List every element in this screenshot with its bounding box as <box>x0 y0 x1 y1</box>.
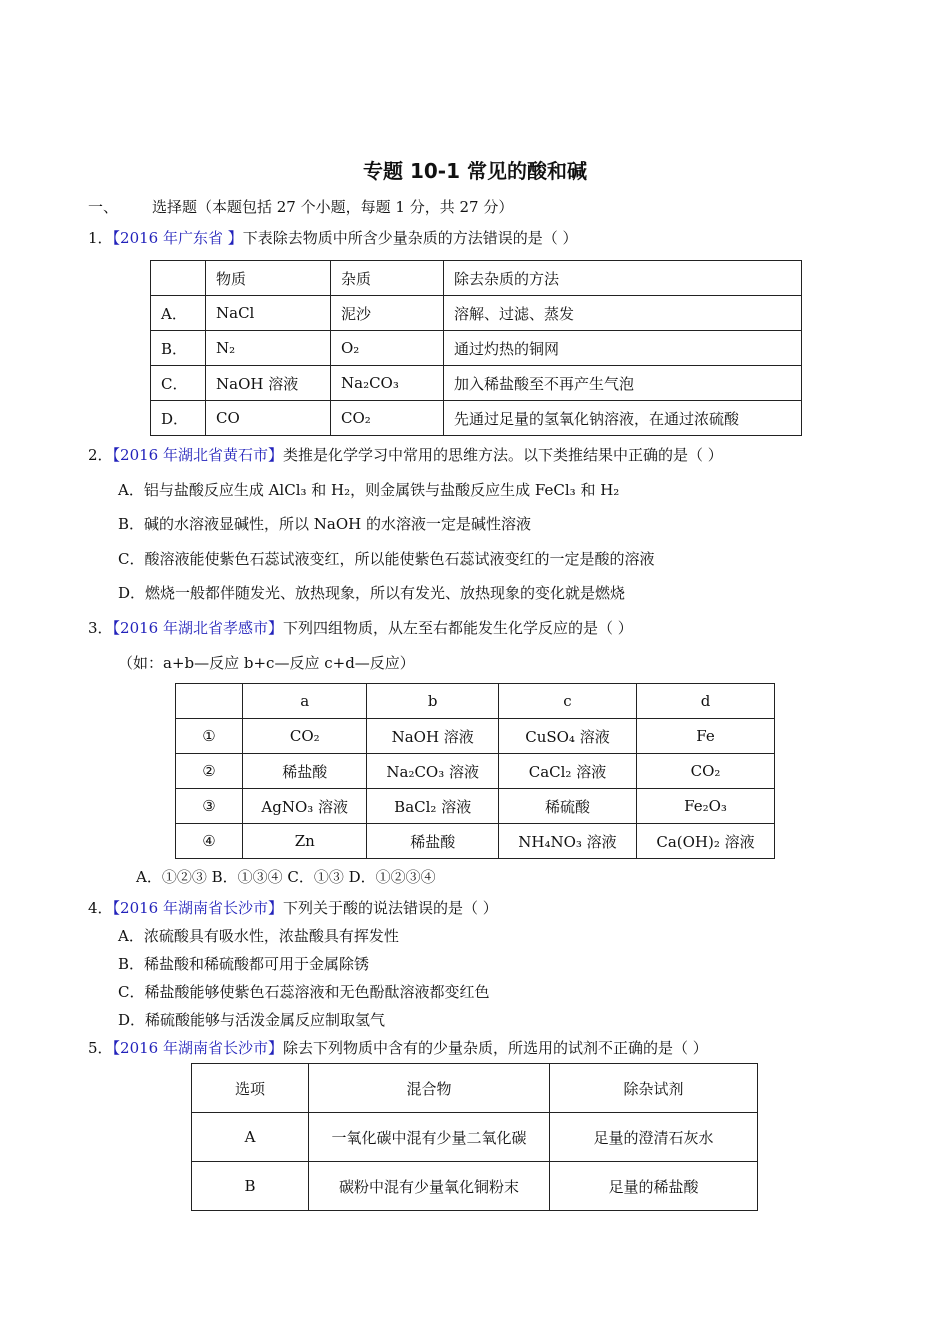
table-cell: 混合物 <box>309 1064 550 1113</box>
table-cell: CO₂ <box>243 719 367 754</box>
table-cell: Na₂CO₃ <box>331 366 444 401</box>
table-row <box>192 1113 758 1162</box>
table-header-row <box>176 684 775 719</box>
table-cell: CO <box>206 401 331 436</box>
table-cell: 一氧化碳中混有少量二氧化碳 <box>309 1113 550 1162</box>
question-1 <box>88 227 578 248</box>
table-cell: D． <box>151 401 206 436</box>
question-4 <box>88 897 498 918</box>
question-source: 【2016 年湖北省孝感市】 <box>112 619 283 637</box>
table-cell: Fe <box>637 719 775 754</box>
option-b: B．稀盐酸和稀硫酸都可用于金属除锈 <box>118 955 370 973</box>
option-d: D．燃烧一般都伴随发光、放热现象，所以有发光、放热现象的变化就是燃烧 <box>118 584 626 602</box>
question-5 <box>88 1037 708 1058</box>
table-cell: B <box>192 1162 309 1211</box>
question-source: 【2016 年湖南省长沙市】 <box>112 899 283 917</box>
question-text: 下表除去物质中所含少量杂质的方法错误的是（ ） <box>242 229 578 247</box>
table-cell: CO₂ <box>637 754 775 789</box>
question-number: 1． <box>88 229 113 247</box>
option-b: B．碱的水溶液显碱性，所以 NaOH 的水溶液一定是碱性溶液 <box>118 515 532 533</box>
table-cell: Ca(OH)₂ 溶液 <box>637 824 775 859</box>
table-cell: b <box>367 684 498 719</box>
table-cell <box>151 261 206 296</box>
table-row <box>176 754 775 789</box>
table-cell: NaCl <box>206 296 331 331</box>
table-cell: 稀盐酸 <box>243 754 367 789</box>
table-header-row <box>151 261 802 296</box>
table-cell: NaOH 溶液 <box>206 366 331 401</box>
page-title: 专题 10-1 常见的酸和碱 <box>363 159 587 183</box>
question-text: 除去下列物质中含有的少量杂质，所选用的试剂不正确的是（ ） <box>283 1039 708 1057</box>
table-cell: ① <box>176 719 243 754</box>
table-cell: 除杂试剂 <box>550 1064 758 1113</box>
question-2 <box>88 444 723 465</box>
table-cell: B． <box>151 331 206 366</box>
table-cell: 先通过足量的氢氧化钠溶液，在通过浓硫酸 <box>444 401 802 436</box>
table-cell: 通过灼热的铜网 <box>444 331 802 366</box>
question-source: 【2016 年广东省 】 <box>112 229 243 247</box>
table-cell: ④ <box>176 824 243 859</box>
table-cell: CuSO₄ 溶液 <box>498 719 636 754</box>
table-cell: d <box>637 684 775 719</box>
table-cell: AgNO₃ 溶液 <box>243 789 367 824</box>
table-cell: Na₂CO₃ 溶液 <box>367 754 498 789</box>
question-number: 5． <box>88 1039 113 1057</box>
table-cell: CaCl₂ 溶液 <box>498 754 636 789</box>
question-number: 3． <box>88 619 113 637</box>
table-row <box>151 366 802 401</box>
table-row <box>192 1162 758 1211</box>
table-cell: c <box>498 684 636 719</box>
table-q5 <box>191 1063 758 1211</box>
question-text: 下列关于酸的说法错误的是（ ） <box>283 899 498 917</box>
question-number: 4． <box>88 899 113 917</box>
table-cell: Zn <box>243 824 367 859</box>
table-row <box>176 719 775 754</box>
table-cell: 溶解、过滤、蒸发 <box>444 296 802 331</box>
table-row <box>151 331 802 366</box>
table-cell: CO₂ <box>331 401 444 436</box>
table-cell: A <box>192 1113 309 1162</box>
table-cell: a <box>243 684 367 719</box>
question-number: 2． <box>88 446 113 464</box>
table-cell <box>176 684 243 719</box>
table-cell: 杂质 <box>331 261 444 296</box>
question-3 <box>88 617 633 638</box>
table-cell: 物质 <box>206 261 331 296</box>
table-row <box>151 296 802 331</box>
table-cell: C． <box>151 366 206 401</box>
question-source: 【2016 年湖北省黄石市】 <box>112 446 283 464</box>
option-c: C．稀盐酸能够使紫色石蕊溶液和无色酚酞溶液都变红色 <box>118 983 490 1001</box>
table-cell: 加入稀盐酸至不再产生气泡 <box>444 366 802 401</box>
table-row <box>151 401 802 436</box>
table-cell: ② <box>176 754 243 789</box>
table-cell: 足量的澄清石灰水 <box>550 1113 758 1162</box>
table-header-row <box>192 1064 758 1113</box>
table-cell: A． <box>151 296 206 331</box>
table-row <box>176 824 775 859</box>
answer-options: A．①②③ B．①③④ C．①③ D．①②③④ <box>136 868 436 886</box>
section-number: 一、 <box>88 198 119 216</box>
question-text: 下列四组物质，从左至右都能发生化学反应的是（ ） <box>283 619 633 637</box>
question-text: 类推是化学学习中常用的思维方法。以下类推结果中正确的是（ ） <box>283 446 723 464</box>
table-q1 <box>150 260 802 436</box>
question-note: （如：a+b—反应 b+c—反应 c+d—反应） <box>118 654 415 672</box>
table-q3 <box>175 683 775 859</box>
option-c: C．酸溶液能使紫色石蕊试液变红，所以能使紫色石蕊试液变红的一定是酸的溶液 <box>118 550 655 568</box>
table-cell: 足量的稀盐酸 <box>550 1162 758 1211</box>
table-cell: Fe₂O₃ <box>637 789 775 824</box>
option-a: A．铝与盐酸反应生成 AlCl₃ 和 H₂，则金属铁与盐酸反应生成 FeCl₃ 和 H₂ <box>118 481 620 499</box>
table-cell: BaCl₂ 溶液 <box>367 789 498 824</box>
table-cell: N₂ <box>206 331 331 366</box>
table-cell: ③ <box>176 789 243 824</box>
table-cell: 碳粉中混有少量氧化铜粉末 <box>309 1162 550 1211</box>
table-cell: 选项 <box>192 1064 309 1113</box>
table-cell: 稀盐酸 <box>367 824 498 859</box>
option-d: D．稀硫酸能够与活泼金属反应制取氢气 <box>118 1011 386 1029</box>
table-cell: NaOH 溶液 <box>367 719 498 754</box>
table-row <box>176 789 775 824</box>
option-a: A．浓硫酸具有吸水性，浓盐酸具有挥发性 <box>118 927 399 945</box>
question-source: 【2016 年湖南省长沙市】 <box>112 1039 283 1057</box>
table-cell: 除去杂质的方法 <box>444 261 802 296</box>
section-heading: 选择题（本题包括 27 个小题，每题 1 分，共 27 分） <box>152 198 514 216</box>
table-cell: NH₄NO₃ 溶液 <box>498 824 636 859</box>
table-cell: O₂ <box>331 331 444 366</box>
table-cell: 泥沙 <box>331 296 444 331</box>
table-cell: 稀硫酸 <box>498 789 636 824</box>
